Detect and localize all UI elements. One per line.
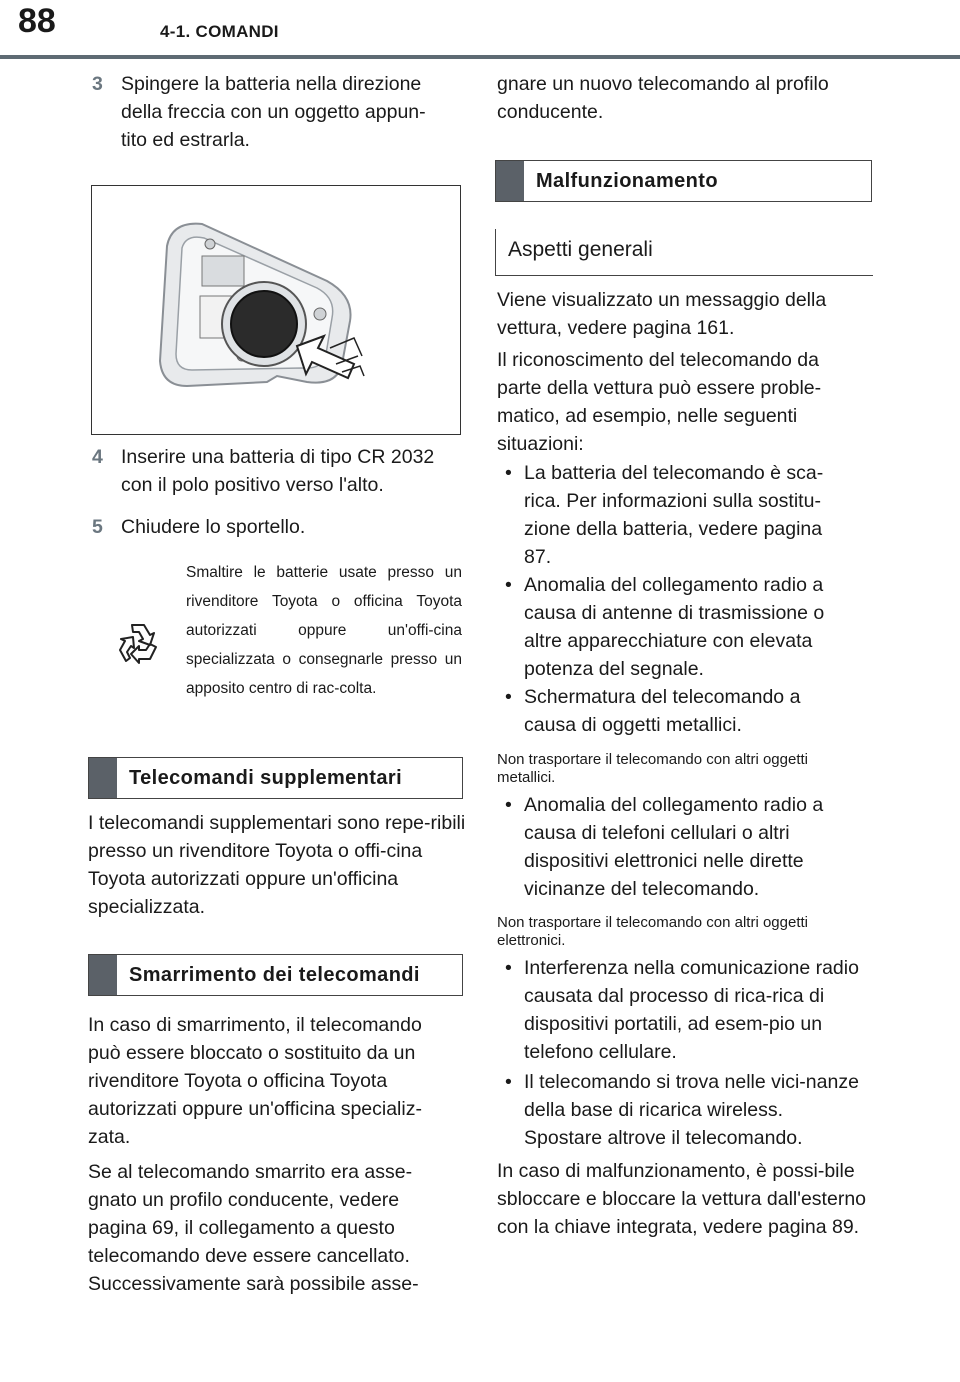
bullet-marker: • (505, 574, 512, 596)
section-title: Malfunzionamento (536, 169, 718, 192)
header-divider (0, 55, 960, 59)
bullet-item (497, 954, 865, 1066)
note-electronic: Non trasportare il telecomando con altri oggetti elettronici. (497, 914, 809, 949)
bullet-marker: • (505, 686, 512, 708)
bullet-marker: • (505, 462, 512, 484)
bullet-item (497, 791, 865, 903)
bullet-text: Anomalia del collegamento radio a causa di antenne di trasmissione o altre apparecchiature con elevata potenza del segnale. (524, 574, 825, 680)
bullet-text: Schermatura del telecomando a causa di oggetti metallici. (524, 686, 801, 736)
bullet-item (497, 1068, 865, 1152)
bullet-text: Il telecomando si trova nelle vici-nanze della base di ricarica wireless. Spostare altrove il telecomando. (524, 1071, 859, 1149)
chapter-title: 4-1. COMANDI (160, 22, 279, 41)
bullet-marker: • (505, 794, 512, 816)
telecomandi-text: I telecomandi supplementari sono repe-ribili presso un rivenditore Toyota o offi-cina Toyota autorizzati oppure un'officina specializzata. (88, 812, 466, 918)
step-4 (92, 443, 472, 499)
step-text: Inserire una batteria di tipo CR 2032 con il polo positivo verso l'alto. (121, 446, 435, 496)
smarrimento-text-2-continued: gnare un nuovo telecomando al profilo conducente. (497, 73, 829, 123)
bullet-text: Anomalia del collegamento radio a causa di telefoni cellulari o altri dispositivi elettronici nelle dirette vicinanze del telecomando. (524, 794, 824, 900)
section-title: Telecomandi supplementari (129, 766, 403, 789)
malfunzionamento-intro-2: Il riconoscimento del telecomando da parte della vettura può essere proble-matico, ad esempio, nelle seguenti situazioni: (497, 349, 822, 455)
step-5 (92, 513, 472, 541)
step-number: 5 (92, 516, 103, 538)
section-heading-telecomandi (88, 757, 463, 799)
recycle-icon (112, 617, 164, 669)
smarrimento-text-2: Se al telecomando smarrito era asse-gnato un profilo conducente, vedere pagina 69, il collegamento a questo telecomando deve essere cancellato. Successivamente sarà possibile asse- (88, 1161, 419, 1295)
closing-text: In caso di malfunzionamento, è possi-bile sbloccare e bloccare la vettura dall'esterno con la chiave integrata, vedere pagina 89. (497, 1160, 867, 1238)
bullet-item (497, 683, 865, 739)
bullet-marker: • (505, 1071, 512, 1093)
smarrimento-text-1: In caso di smarrimento, il telecomando può essere bloccato o sostituito da un rivenditore Toyota o officina Toyota autorizzati oppure un'officina specializ-zata. (88, 1014, 422, 1148)
bullet-item (497, 459, 865, 571)
bullet-marker: • (505, 957, 512, 979)
section-heading-smarrimento (88, 954, 463, 996)
section-heading-malfunzionamento (495, 160, 872, 202)
step-text: Chiudere lo sportello. (121, 516, 306, 538)
disposal-note: Smaltire le batterie usate presso un rivenditore Toyota o officina Toyota autorizzati oppure un'offi-cina specializzata o consegnarle presso un apposito centro di rac-colta. (186, 564, 462, 697)
step-3 (92, 70, 472, 154)
heading-bar (89, 955, 117, 995)
bullet-text: Interferenza nella comunicazione radio causata dal processo di rica-rica di dispositivi portatili, ad esem-pio un telefono cellulare. (524, 957, 859, 1063)
step-text: Spingere la batteria nella direzione della freccia con un oggetto appun-tito ed estrarla. (121, 73, 426, 151)
remote-battery-illustration (92, 186, 460, 434)
page-number: 88 (18, 2, 56, 40)
malfunzionamento-intro-1: Viene visualizzato un messaggio della vettura, vedere pagina 161. (497, 289, 827, 339)
subsection-title: Aspetti generali (508, 238, 653, 261)
step-number: 4 (92, 446, 103, 468)
battery-replacement-figure (91, 185, 461, 435)
bullet-text: La batteria del telecomando è sca-rica. Per informazioni sulla sostitu-zione della batteria, vedere pagina 87. (524, 462, 824, 568)
step-number: 3 (92, 73, 103, 95)
section-title: Smarrimento dei telecomandi (129, 963, 420, 986)
heading-bar (496, 161, 524, 201)
note-metallic: Non trasportare il telecomando con altri oggetti metallici. (497, 751, 809, 786)
heading-bar (89, 758, 117, 798)
subsection-heading (495, 229, 873, 276)
bullet-item (497, 571, 865, 683)
